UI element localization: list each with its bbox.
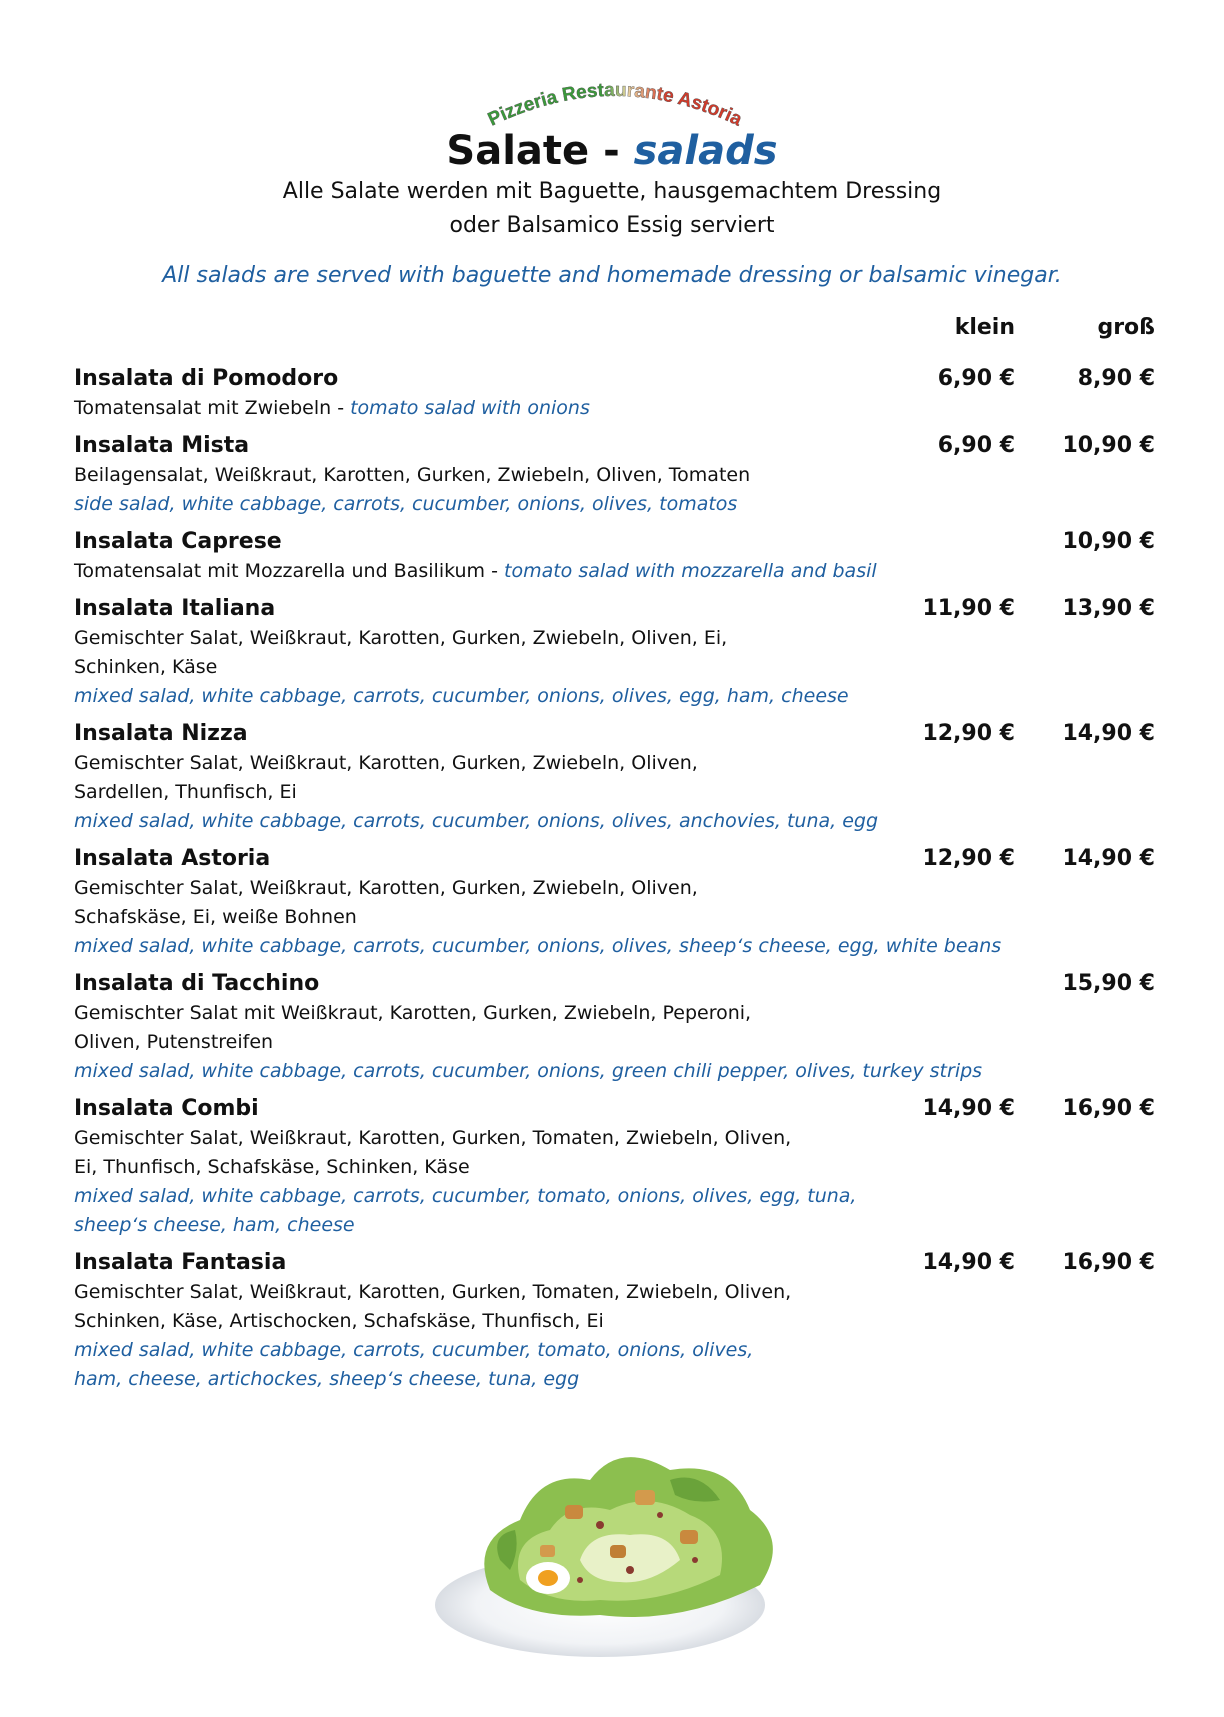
price-small: 6,90 € xyxy=(937,433,1015,458)
item-name: Insalata di Pomodoro xyxy=(74,366,339,391)
subtitle-de-line1: Alle Salate werden mit Baguette, hausgemachtem Dressing xyxy=(282,179,942,204)
price-small: 12,90 € xyxy=(922,846,1015,871)
item-description-de xyxy=(74,999,1164,1028)
menu-item xyxy=(74,844,1164,961)
menu-item xyxy=(74,364,1164,423)
description-en-inline: tomato salad with onions xyxy=(350,397,590,419)
description-de-text: Gemischter Salat, Weißkraut, Karotten, Gurken, Zwiebeln, Oliven, Ei, xyxy=(74,627,728,649)
item-description-en: side salad, white cabbage, carrots, cucumber, onions, olives, tomatos xyxy=(74,493,738,515)
price-small: 14,90 € xyxy=(922,1250,1015,1275)
item-name: Insalata Mista xyxy=(74,433,250,458)
price-large: 8,90 € xyxy=(1077,366,1155,391)
description-de-text: Gemischter Salat, Weißkraut, Karotten, Gurken, Zwiebeln, Oliven, xyxy=(74,752,698,774)
menu-item xyxy=(74,1248,1164,1394)
description-de-text: Tomatensalat mit Mozzarella und Basilikum - xyxy=(74,560,504,582)
item-description-en: mixed salad, white cabbage, carrots, cucumber, onions, olives, egg, ham, cheese xyxy=(74,685,849,707)
item-name: Insalata Fantasia xyxy=(74,1250,287,1275)
item-description-de-line2: Schinken, Käse, Artischocken, Schafskäse, Thunfisch, Ei xyxy=(74,1310,604,1332)
svg-text:Pizzeria Restaurante Astoria xyxy=(485,80,746,131)
item-description-de xyxy=(74,624,1164,653)
price-large: 10,90 € xyxy=(1062,529,1155,554)
item-name: Insalata Italiana xyxy=(74,596,276,621)
logo-text: Pizzeria Restaurante Astoria xyxy=(484,79,746,131)
title-en: salads xyxy=(633,128,778,174)
item-description-de xyxy=(74,1124,1164,1153)
price-large: 14,90 € xyxy=(1062,721,1155,746)
item-name: Insalata di Tacchino xyxy=(74,971,320,996)
item-description-en: mixed salad, white cabbage, carrots, cucumber, tomato, onions, olives, egg, tuna, xyxy=(74,1185,857,1207)
item-description-de-line2: Oliven, Putenstreifen xyxy=(74,1031,274,1053)
price-large: 10,90 € xyxy=(1062,433,1155,458)
item-name: Insalata Astoria xyxy=(74,846,271,871)
price-large: 14,90 € xyxy=(1062,846,1155,871)
description-en-inline: tomato salad with mozzarella and basil xyxy=(504,560,877,582)
subtitle-en: All salads are served with baguette and homemade dressing or balsamic vinegar. xyxy=(162,263,1062,288)
item-description-de xyxy=(74,461,1164,490)
price-small: 6,90 € xyxy=(937,366,1015,391)
item-description-en-line2: ham, cheese, artichockes, sheep‘s cheese, tuna, egg xyxy=(74,1368,580,1390)
item-name: Insalata Caprese xyxy=(74,529,282,554)
item-description-de-line2: Schafskäse, Ei, weiße Bohnen xyxy=(74,906,357,928)
salad-photo xyxy=(430,1410,810,1660)
price-large: 16,90 € xyxy=(1062,1096,1155,1121)
subtitle-de xyxy=(0,175,1224,243)
description-de-text: Tomatensalat mit Zwiebeln - xyxy=(74,397,351,419)
price-large: 15,90 € xyxy=(1062,971,1155,996)
menu-item xyxy=(74,594,1164,711)
item-description-en: mixed salad, white cabbage, carrots, cucumber, onions, green chili pepper, olives, turkey strips xyxy=(74,1060,983,1082)
egg xyxy=(526,1562,570,1594)
menu-item xyxy=(74,719,1164,836)
description-de-text: Beilagensalat, Weißkraut, Karotten, Gurken, Zwiebeln, Oliven, Tomaten xyxy=(74,464,751,486)
subtitle-de-line2: oder Balsamico Essig serviert xyxy=(449,213,775,238)
description-de-text: Gemischter Salat, Weißkraut, Karotten, Gurken, Tomaten, Zwiebeln, Oliven, xyxy=(74,1281,792,1303)
description-de-text: Gemischter Salat, Weißkraut, Karotten, Gurken, Zwiebeln, Oliven, xyxy=(74,877,698,899)
item-description-de xyxy=(74,1278,1164,1307)
price-small: 14,90 € xyxy=(922,1096,1015,1121)
price-small: 12,90 € xyxy=(922,721,1015,746)
menu-item xyxy=(74,527,1164,586)
item-description-en-line2: sheep‘s cheese, ham, cheese xyxy=(74,1214,355,1236)
item-description-en: mixed salad, white cabbage, carrots, cucumber, onions, olives, anchovies, tuna, egg xyxy=(74,810,879,832)
item-description-de xyxy=(74,874,1164,903)
item-description-de-line2: Ei, Thunfisch, Schafskäse, Schinken, Käse xyxy=(74,1156,470,1178)
price-large: 13,90 € xyxy=(1062,596,1155,621)
price-small: 11,90 € xyxy=(922,596,1015,621)
column-header-large: groß xyxy=(1097,315,1155,340)
item-description-en: mixed salad, white cabbage, carrots, cucumber, onions, olives, sheep‘s cheese, egg, white beans xyxy=(74,935,1002,957)
item-description-de xyxy=(74,394,1164,423)
price-large: 16,90 € xyxy=(1062,1250,1155,1275)
menu-item xyxy=(74,1094,1164,1240)
description-de-text: Gemischter Salat, Weißkraut, Karotten, Gurken, Tomaten, Zwiebeln, Oliven, xyxy=(74,1127,792,1149)
menu-item xyxy=(74,431,1164,519)
item-description-de xyxy=(74,557,1164,586)
column-header-small: klein xyxy=(954,315,1015,340)
item-name: Insalata Nizza xyxy=(74,721,248,746)
item-description-de-line2: Sardellen, Thunfisch, Ei xyxy=(74,781,297,803)
description-de-text: Gemischter Salat mit Weißkraut, Karotten, Gurken, Zwiebeln, Peperoni, xyxy=(74,1002,752,1024)
menu-item xyxy=(74,969,1164,1086)
salad-list xyxy=(74,364,1164,1402)
page-title xyxy=(0,126,1224,176)
item-description-en: mixed salad, white cabbage, carrots, cucumber, tomato, onions, olives, xyxy=(74,1339,754,1361)
title-de: Salate - xyxy=(446,128,634,174)
item-description-de xyxy=(74,749,1164,778)
item-description-de-line2: Schinken, Käse xyxy=(74,656,218,678)
item-name: Insalata Combi xyxy=(74,1096,259,1121)
lettuce xyxy=(484,1457,773,1617)
